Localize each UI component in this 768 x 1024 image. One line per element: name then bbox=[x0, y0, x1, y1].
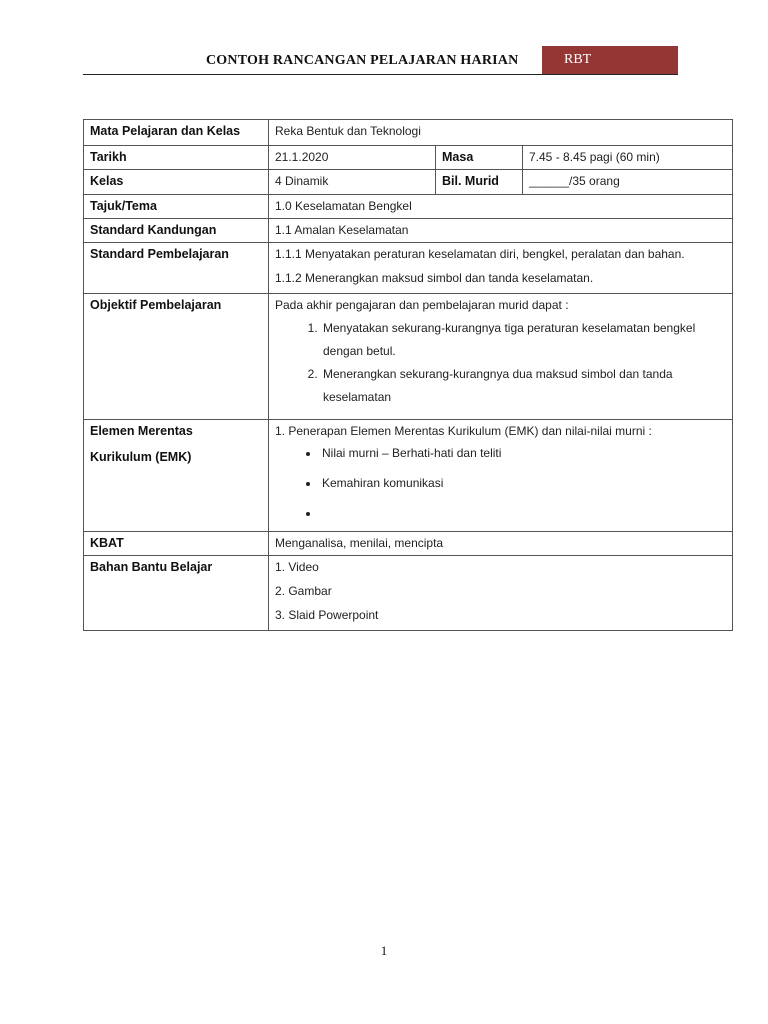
page-number: 1 bbox=[380, 943, 388, 958]
material-item: 1. Video bbox=[275, 560, 319, 574]
value-students: ______/35 orang bbox=[523, 170, 733, 195]
label-date: Tarikh bbox=[84, 146, 269, 170]
label-materials: Bahan Bantu Belajar bbox=[84, 556, 269, 631]
row-class bbox=[84, 170, 733, 195]
label-time: Masa bbox=[436, 146, 523, 170]
emk-list bbox=[275, 445, 727, 521]
lesson-plan-table bbox=[83, 119, 733, 631]
value-learning-standard bbox=[269, 243, 733, 294]
emk-item: • Nilai murni – Berhati-hati dan teliti bbox=[320, 445, 727, 461]
value-kbat: Menganalisa, menilai, mencipta bbox=[269, 532, 733, 556]
label-learning-standard: Standard Pembelajaran bbox=[84, 243, 269, 294]
label-emk-line: Elemen Merentas bbox=[90, 424, 193, 438]
document-title: CONTOH RANCANGAN PELAJARAN HARIAN bbox=[206, 53, 519, 68]
value-class: 4 Dinamik bbox=[269, 170, 436, 195]
value-topic: 1.0 Keselamatan Bengkel bbox=[269, 195, 733, 219]
label-objective: Objektif Pembelajaran bbox=[84, 294, 269, 420]
label-kbat: KBAT bbox=[84, 532, 269, 556]
value-date: 21.1.2020 bbox=[269, 146, 436, 170]
emk-item bbox=[320, 505, 727, 521]
row-learning-standard bbox=[84, 243, 733, 294]
row-topic bbox=[84, 195, 733, 219]
row-objective bbox=[84, 294, 733, 420]
label-emk bbox=[84, 420, 269, 532]
page-header bbox=[83, 46, 678, 75]
value-emk bbox=[269, 420, 733, 532]
value-objective bbox=[269, 294, 733, 420]
label-subject: Mata Pelajaran dan Kelas bbox=[84, 120, 269, 146]
objective-list bbox=[275, 317, 727, 409]
label-topic: Tajuk/Tema bbox=[84, 195, 269, 219]
row-date bbox=[84, 146, 733, 170]
row-content-standard bbox=[84, 219, 733, 243]
objective-intro: Pada akhir pengajaran dan pembelajaran murid dapat : bbox=[275, 298, 569, 312]
value-content-standard: 1.1 Amalan Keselamatan bbox=[269, 219, 733, 243]
objective-item: 2. Menerangkan sekurang-kurangnya dua maksud simbol dan tanda keselamatan bbox=[321, 363, 727, 409]
learning-standard-item: 1.1.1 Menyatakan peraturan keselamatan diri, bengkel, peralatan dan bahan. bbox=[275, 247, 685, 261]
emk-intro: 1. Penerapan Elemen Merentas Kurikulum (EMK) dan nilai-nilai murni : bbox=[275, 424, 652, 438]
material-item: 2. Gambar bbox=[275, 584, 332, 598]
row-emk bbox=[84, 420, 733, 532]
label-content-standard: Standard Kandungan bbox=[84, 219, 269, 243]
row-subject bbox=[84, 120, 733, 146]
label-students: Bil. Murid bbox=[436, 170, 523, 195]
objective-item: 1. Menyatakan sekurang-kurangnya tiga peraturan keselamatan bengkel dengan betul. bbox=[321, 317, 727, 363]
learning-standard-item: 1.1.2 Menerangkan maksud simbol dan tanda keselamatan. bbox=[275, 271, 594, 285]
label-class: Kelas bbox=[84, 170, 269, 195]
label-emk-line: Kurikulum (EMK) bbox=[90, 450, 192, 464]
value-materials bbox=[269, 556, 733, 631]
row-materials bbox=[84, 556, 733, 631]
value-time: 7.45 - 8.45 pagi (60 min) bbox=[523, 146, 733, 170]
material-item: 3. Slaid Powerpoint bbox=[275, 608, 379, 622]
subject-badge: RBT bbox=[542, 46, 678, 74]
row-kbat bbox=[84, 532, 733, 556]
emk-item: • Kemahiran komunikasi bbox=[320, 475, 727, 491]
value-subject: Reka Bentuk dan Teknologi bbox=[269, 120, 733, 146]
